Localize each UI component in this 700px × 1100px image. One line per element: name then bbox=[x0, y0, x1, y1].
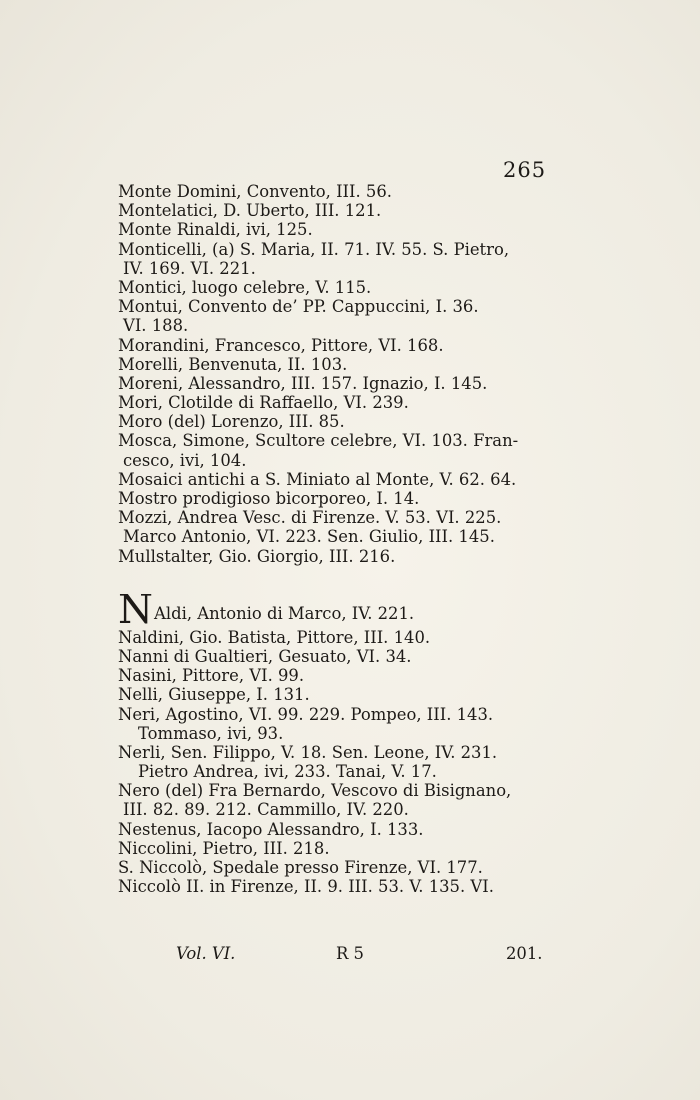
index-entry: Nasini, Pittore, VI. 99. bbox=[118, 666, 305, 686]
footer-volume: Vol. VI. bbox=[176, 944, 236, 963]
index-entry: Monte Domini, Convento, III. 56. bbox=[118, 182, 392, 201]
index-entry-continuation: Marco Antonio, VI. 223. Sen. Giulio, III. 145. bbox=[123, 527, 495, 547]
index-entry-continuation: III. 82. 89. 212. Cammillo, IV. 220. bbox=[123, 800, 409, 820]
index-entry: Mosca, Simone, Scultore celebre, VI. 103. Fran- bbox=[118, 431, 519, 451]
page-footer bbox=[118, 944, 578, 964]
footer-signature: R 5 bbox=[336, 944, 364, 963]
index-entry: Mosaici antichi a S. Miniato al Monte, V. 62. 64. bbox=[118, 469, 517, 489]
index-entry: Niccolò II. in Firenze, II. 9. III. 53. V. 135. VI. bbox=[118, 877, 494, 897]
index-entry-initial bbox=[118, 594, 578, 628]
index-entry: Monte Rinaldi, ivi, 125. bbox=[118, 220, 313, 240]
index-entry-continuation: IV. 169. VI. 221. bbox=[123, 258, 256, 278]
index-entry-continuation: Pietro Andrea, ivi, 233. Tanai, V. 17. bbox=[138, 762, 437, 782]
index-entry: Montici, luogo celebre, V. 115. bbox=[118, 277, 372, 297]
index-entry: Nero (del) Fra Bernardo, Vescovo di Bisignano, bbox=[118, 781, 512, 801]
index-entry: Naldini, Gio. Batista, Pittore, III. 140. bbox=[118, 627, 431, 647]
footer-catchword: 201. bbox=[506, 944, 543, 963]
index-entry: Neri, Agostino, VI. 99. 229. Pompeo, III. 143. bbox=[118, 704, 494, 724]
index-entry: Morandini, Francesco, Pittore, VI. 168. bbox=[118, 335, 444, 355]
drop-cap-initial: N bbox=[118, 593, 153, 628]
page-number: 265 bbox=[503, 158, 547, 182]
index-entry-continuation: VI. 188. bbox=[123, 316, 189, 336]
index-entry-continuation: cesco, ivi, 104. bbox=[123, 450, 247, 470]
index-entry: Montelatici, D. Uberto, III. 121. bbox=[118, 201, 382, 221]
index-entry: Mozzi, Andrea Vesc. di Firenze. V. 53. VI. 225. bbox=[118, 508, 502, 528]
index-entry: Mori, Clotilde di Raffaello, VI. 239. bbox=[118, 393, 409, 413]
index-entry: Mullstalter, Gio. Giorgio, III. 216. bbox=[118, 546, 396, 566]
index-entry-continuation: Tommaso, ivi, 93. bbox=[138, 723, 284, 743]
index-entry-text: Aldi, Antonio di Marco, IV. 221. bbox=[154, 603, 415, 623]
index-entry: Montui, Convento de’ PP. Cappuccini, I. 36. bbox=[118, 297, 479, 317]
index-entry: Monticelli, (a) S. Maria, II. 71. IV. 55. S. Pietro, bbox=[118, 239, 510, 259]
index-entry: Nerli, Sen. Filippo, V. 18. Sen. Leone, IV. 231. bbox=[118, 742, 498, 762]
index-entry: Niccolini, Pietro, III. 218. bbox=[118, 838, 330, 858]
index-entry: Nelli, Giuseppe, I. 131. bbox=[118, 685, 310, 705]
index-entry: Moreni, Alessandro, III. 157. Ignazio, I. 145. bbox=[118, 373, 488, 393]
index-entry: S. Niccolò, Spedale presso Firenze, VI. 177. bbox=[118, 858, 483, 877]
index-entry: Moro (del) Lorenzo, III. 85. bbox=[118, 412, 345, 432]
section-gap bbox=[118, 566, 578, 594]
index-entry: Mostro prodigioso bicorporeo, I. 14. bbox=[118, 489, 420, 508]
index-entry: Nestenus, Iacopo Alessandro, I. 133. bbox=[118, 819, 424, 839]
index-list bbox=[118, 182, 578, 896]
index-entry: Morelli, Benvenuta, II. 103. bbox=[118, 354, 348, 374]
index-entry: Nanni di Gualtieri, Gesuato, VI. 34. bbox=[118, 646, 412, 666]
